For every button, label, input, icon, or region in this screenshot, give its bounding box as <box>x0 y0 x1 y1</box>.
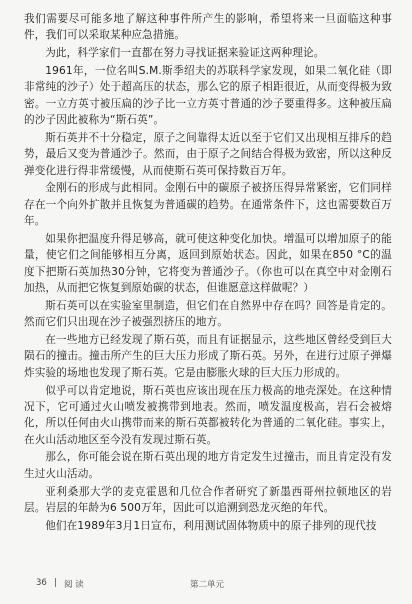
paragraph: 如果你把温度升得足够高，就可使这种变化加快。增温可以增加原子的能量，使它们之间能够相互分离，返回到原始状态。因此，如果在850 °C的温度下把斯石英加热30分钟，它将变为普通沙子。（你也可以在真空中对金刚石加热，从而把它恢复到原始碳的状态，但谁愿意这样做呢？） <box>24 232 392 294</box>
footer-separator: | <box>54 578 57 588</box>
paragraph: 斯石英并不十分稳定，原子之间靠得太近以至于它们又出现相互排斥的趋势，最后又变为普通沙子。然而，由于原子之间结合得极为致密，所以这种反弹变化进行得非常缓慢，从而使斯石英可保持数百万年。 <box>24 131 392 177</box>
paragraph: 1961年，一位名叫S.M.斯季绍夫的苏联科学家发现，如果二氧化硅（即非常纯的沙子）处于超高压的状态，那么它的原子相距很近，从而变得极为致密。一立方英寸被压扁的沙子比一立方英寸普通的沙子要重得多。这种被压扁的沙子因此被称为“斯石英”。 <box>24 65 392 127</box>
paragraph: 斯石英可以在实验室里制造，但它们在自然界中存在吗？回答是肯定的。然而它们只出现在沙子被强烈挤压的地方。 <box>24 299 392 329</box>
paragraph: 那么，你可能会说在斯石英出现的地方肯定发生过撞击，而且肯定没有发生过火山活动。 <box>24 451 392 480</box>
paragraph: 他们在1989年3月1日宣布，利用测试固体物质中的原子排列的现代技 <box>45 519 377 532</box>
paragraph: 在一些地方已经发现了斯石英，而且有证据显示，这些地区曾经受到巨大陨石的撞击。撞击所产生的巨大压力形成了斯石英。另外，在进行过原子弹爆炸实验的场地也发现了斯石英。它是由膨胀火球的巨大压力形成的。 <box>24 334 392 379</box>
paragraph: 金刚石的形成与此相同。金刚石中的碳原子被挤压得异常紧密，它们同样存在一个向外扩散并且恢复为普通碳的趋势。在通常条件下，这也需要数百万年。 <box>24 182 392 228</box>
body-text <box>24 11 392 536</box>
section-label: 阅 读 <box>64 580 84 590</box>
page-number: 36 <box>36 578 47 588</box>
paragraph: 我们需要尽可能多地了解这种事件所产生的影响，希望将来一旦面临这种事件，我们可以采取某种应急措施。 <box>24 13 392 42</box>
paragraph: 亚利桑那大学的麦克霍恩和几位合作者研究了新墨西哥州拉顿地区的岩层。岩层的年龄为6 500万年，因此可以追溯到恐龙灭绝的年代。 <box>24 485 392 514</box>
paragraph: 似乎可以肯定地说，斯石英也应该出现在压力极高的地壳深处。在这种情况下，它可通过火山喷发被携带到地表。然而，喷发温度极高，岩石会被熔化，所以任何由火山携带而来的斯石英都被转化为普通的二氧化硅。事实上，在火山活动地区至今没有发现过斯石英。 <box>24 384 392 446</box>
paragraph: 为此，科学家们一直都在努力寻找证据来验证这两种理论。 <box>45 47 325 60</box>
unit-label: 第二单元 <box>190 580 225 590</box>
